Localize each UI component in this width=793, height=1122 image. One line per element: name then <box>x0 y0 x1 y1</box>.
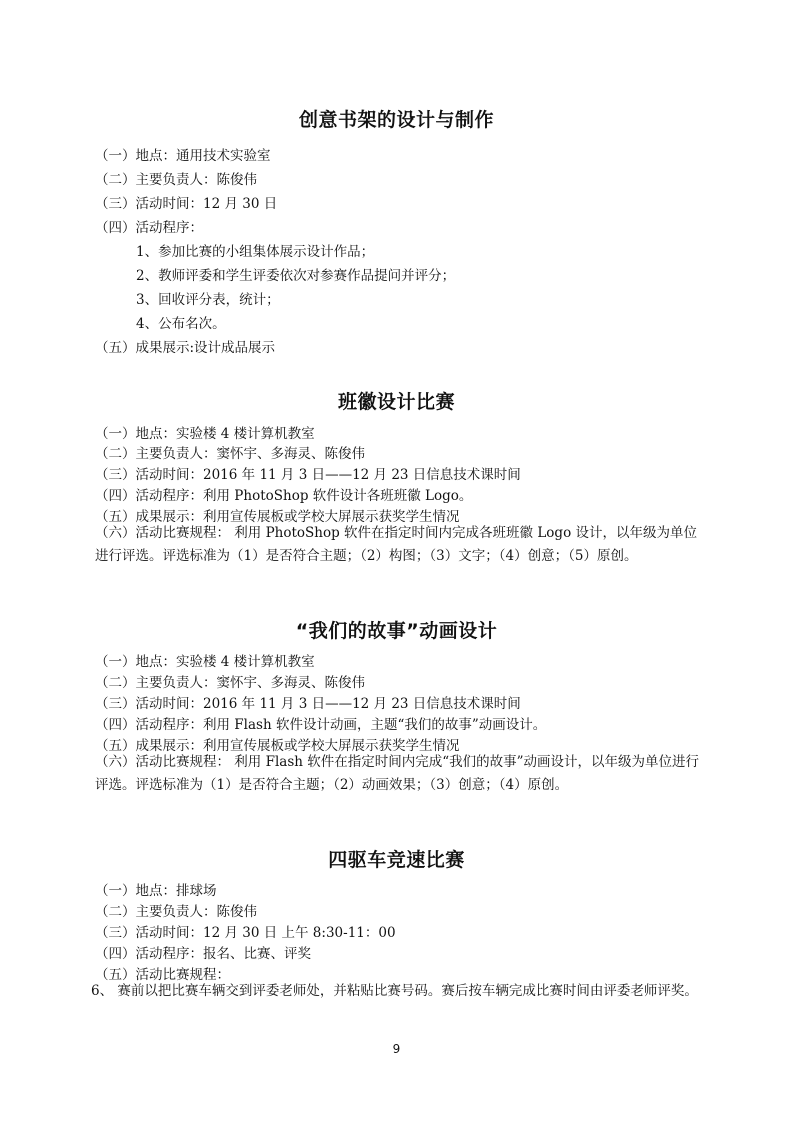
bookshelf-step-1: 1、参加比赛的小组集体展示设计作品； <box>136 244 375 260</box>
badge-owner: （二）主要负责人：窦怀宇、多海灵、陈俊伟 <box>95 446 365 462</box>
badge-rules: （六）活动比赛规程： 利用 PhotoShop 软件在指定时间内完成各班班徽 Logo 设计，以年级为单位进行评选。评选标准为（1）是否符合主题；（2）构图；（3）文字；（4）创意；（5）原创。 <box>95 525 697 564</box>
section-title-animation: “我们的故事”动画设计 <box>295 620 498 642</box>
4wd-rules-heading: （五）活动比赛规程： <box>95 967 230 983</box>
badge-location: （一）地点：实验楼 4 楼计算机教室 <box>95 426 315 442</box>
bookshelf-results: （五）成果展示:设计成品展示 <box>95 340 276 356</box>
bookshelf-step-3: 3、回收评分表，统计； <box>136 292 280 308</box>
section-title-4wd: 四驱车竞速比赛 <box>328 849 465 871</box>
page-number: 9 <box>392 1042 401 1056</box>
bookshelf-step-4: 4、公布名次。 <box>136 316 226 332</box>
4wd-time: （三）活动时间：12 月 30 日 上午 8:30-11：00 <box>95 925 396 941</box>
animation-procedure: （四）活动程序：利用 Flash 软件设计动画，主题“我们的故事”动画设计。 <box>95 717 547 733</box>
animation-location: （一）地点：实验楼 4 楼计算机教室 <box>95 654 315 670</box>
4wd-owner: （二）主要负责人：陈俊伟 <box>95 904 257 920</box>
animation-time: （三）活动时间：2016 年 11 月 3 日——12 月 23 日信息技术课时间 <box>95 696 521 712</box>
animation-owner: （二）主要负责人：窦怀宇、多海灵、陈俊伟 <box>95 675 365 691</box>
section-title-badge: 班徽设计比赛 <box>337 391 455 413</box>
4wd-location: （一）地点：排球场 <box>95 883 217 899</box>
bookshelf-owner: （二）主要负责人：陈俊伟 <box>95 172 257 188</box>
animation-rules: （六）活动比赛规程： 利用 Flash 软件在指定时间内完成“我们的故事”动画设计，以年级为单位进行评选。评选标准为（1）是否符合主题；（2）动画效果；（3）创意；（4）原创。 <box>95 754 700 793</box>
bookshelf-step-2: 2、教师评委和学生评委依次对参赛作品提问并评分； <box>136 268 456 284</box>
bookshelf-location: （一）地点：通用技术实验室 <box>95 148 271 164</box>
4wd-rule-6: 6、 赛前以把比赛车辆交到评委老师处，并粘贴比赛号码。赛后按车辆完成比赛时间由评委老师评奖。 <box>91 983 698 999</box>
animation-results: （五）成果展示：利用宣传展板或学校大屏展示获奖学生情况 <box>95 738 460 754</box>
badge-procedure: （四）活动程序：利用 PhotoShop 软件设计各班班徽 Logo。 <box>95 488 473 504</box>
section-title-bookshelf: 创意书架的设计与制作 <box>298 109 494 131</box>
4wd-procedure: （四）活动程序：报名、比赛、评奖 <box>95 946 311 962</box>
bookshelf-time: （三）活动时间：12 月 30 日 <box>95 196 278 212</box>
badge-results: （五）成果展示：利用宣传展板或学校大屏展示获奖学生情况 <box>95 509 460 525</box>
badge-time: （三）活动时间：2016 年 11 月 3 日——12 月 23 日信息技术课时间 <box>95 467 521 483</box>
bookshelf-procedure-heading: （四）活动程序： <box>95 220 203 236</box>
